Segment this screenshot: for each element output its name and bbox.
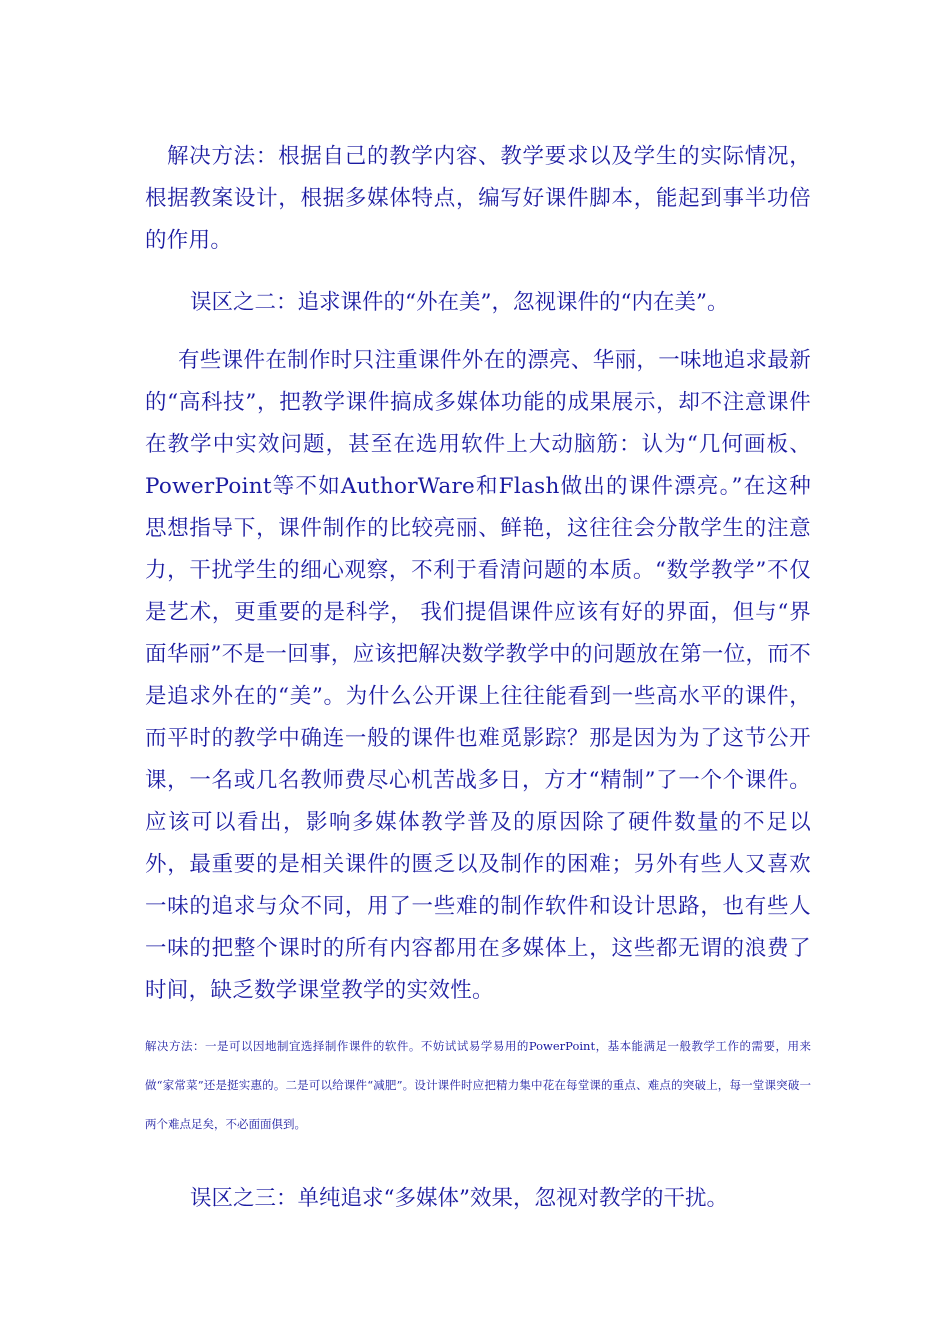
solution-paragraph-2: 解决方法：一是可以因地制宜选择制作课件的软件。不妨试试易学易用的PowerPoint，基本能满足一般教学工作的需要，用来做“家常菜”还是挺实惠的。二是可以给课件“减肥”。设计课件时应把精力集中花在每堂课的重点、难点的突破上，每一堂课突破一两个难点足矣，不必面面俱到。 (145, 1039, 811, 1131)
solution-paragraph-1: 解决方法：根据自己的教学内容、教学要求以及学生的实际情况，根据教案设计，根据多媒体特点，编写好课件脚本，能起到事半功倍的作用。 (145, 144, 811, 253)
section-heading-3: 误区之三：单纯追求“多媒体”效果，忽视对教学的干扰。 (190, 1186, 728, 1211)
section-heading-2: 误区之二：追求课件的“外在美”，忽视课件的“内在美”。 (190, 290, 729, 315)
body-paragraph-2: 有些课件在制作时只注重课件外在的漂亮、华丽，一味地追求最新的“高科技”，把教学课件搞成多媒体功能的成果展示，却不注意课件在教学中实效问题，甚至在选用软件上大动脑筋：认为“几何画板、PowerPoint等不如AuthorWare和Flash做出的课件漂亮。”在这种思想指导下，课件制作的比较亮丽、鲜艳，这往往会分散学生的注意力，干扰学生的细心观察，不利于看清问题的本质。“数学教学”不仅是艺术，更重要的是科学， 我们提倡课件应该有好的界面，但与“界面华丽”不是一回事，应该把解决数学教学中的问题放在第一位，而不是追求外在的“美”。为什么公开课上往往能看到一些高水平的课件，而平时的教学中确连一般的课件也难觅影踪？那是因为为了这节公开课，一名或几名教师费尽心机苦战多日，方才“精制”了一个个课件。应该可以看出，影响多媒体教学普及的原因除了硬件数量的不足以外，最重要的是相关课件的匮乏以及制作的困难；另外有些人又喜欢一味的追求与众不同，用了一些难的制作软件和设计思路，也有些人一味的把整个课时的所有内容都用在多媒体上，这些都无谓的浪费了时间，缺乏数学课堂教学的实效性。 (145, 348, 811, 1003)
